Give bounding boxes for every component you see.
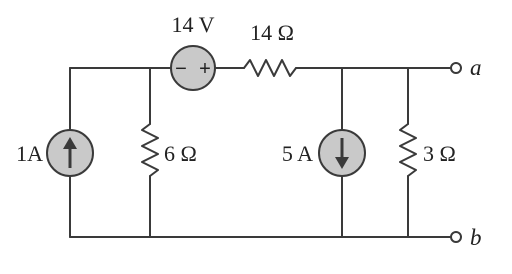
resistor-6-ohm-label: 6 Ω xyxy=(164,141,197,166)
terminal-a-label: a xyxy=(470,55,482,80)
terminal-b-label: b xyxy=(470,225,482,250)
resistor-3-ohm xyxy=(400,124,416,176)
current-source-5a xyxy=(319,130,365,176)
terminal-b-node xyxy=(451,232,461,242)
current-source-1a-label: 1A xyxy=(16,141,43,166)
voltage-source-14v xyxy=(171,46,215,90)
voltage-source-label: 14 V xyxy=(171,12,215,37)
resistor-14-ohm xyxy=(244,60,296,76)
current-source-5a-label: 5 A xyxy=(281,141,313,166)
voltage-source-minus-sign: − xyxy=(175,58,187,80)
resistor-3-ohm-label: 3 Ω xyxy=(423,141,456,166)
terminal-a-node xyxy=(451,63,461,73)
current-source-1a xyxy=(47,130,93,176)
resistor-6-ohm xyxy=(142,124,158,176)
voltage-source-plus-sign: + xyxy=(199,58,211,80)
resistor-14-ohm-label: 14 Ω xyxy=(250,20,294,45)
